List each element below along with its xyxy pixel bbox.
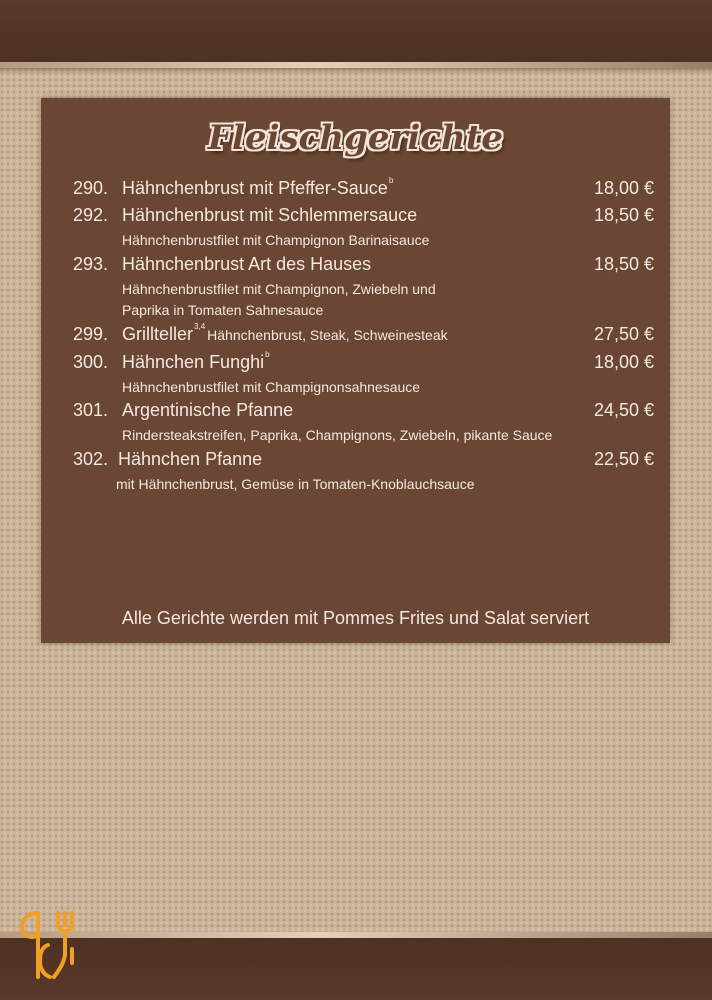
top-band [0,0,712,62]
item-name: Hähnchen Pfanne [118,449,263,469]
allergen-mark: b [265,350,270,359]
item-name: Argentinische Pfanne [122,400,294,420]
item-description: Hähnchenbrustfilet mit Champignon Barinaisauce [122,232,430,248]
item-name: Hähnchenbrust mit Pfeffer-Sauce$^b$ [122,176,394,198]
fork-and-knife-logo-icon [14,905,94,985]
item-number: 299. [73,324,109,344]
menu-panel [41,98,670,643]
item-number: 302. [73,449,109,469]
item-price: 18,50 € [593,205,654,225]
menu-title: Fleischgerichte [207,118,504,158]
item-price: 22,50 € [593,449,654,469]
item-price: 18,00 € [593,352,654,372]
item-inline-description: Hähnchenbrust, Steak, Schweinesteak [207,327,448,343]
item-description: Hähnchenbrustfilet mit Champignon, Zwiebeln und Paprika in Tomaten Sahnesauce [122,281,436,318]
top-shadow [0,68,712,74]
bottom-band [0,938,712,1000]
item-number: 301. [73,400,109,420]
allergen-mark: 3,4 [194,322,206,331]
item-price: 18,50 € [593,254,654,274]
item-number: 292. [73,205,109,225]
item-number: 293. [73,254,109,274]
item-description: Rindersteakstreifen, Paprika, Champignons, Zwiebeln, pikante Sauce [122,427,553,443]
item-price: 24,50 € [593,400,654,420]
item-name: Hähnchenbrust mit Schlemmersauce [122,205,418,225]
item-number: 290. [73,178,109,198]
item-description: mit Hähnchenbrust, Gemüse in Tomaten-Knoblauchsauce [116,476,475,492]
item-name: Hähnchen Funghi$^b$ [122,350,270,372]
item-number: 300. [73,352,109,372]
item-price: 18,00 € [593,178,654,198]
item-price: 27,50 € [593,324,654,344]
item-name: Grillteller$^{3,4}$Hähnchenbrust, Steak, Schweinesteak [122,322,448,344]
item-name: Hähnchenbrust Art des Hauses [122,254,372,274]
allergen-mark: b [388,176,394,185]
item-description: Hähnchenbrustfilet mit Champignonsahnesauce [122,379,421,395]
menu-footnote: Alle Gerichte werden mit Pommes Frites und Salat serviert [121,608,590,628]
